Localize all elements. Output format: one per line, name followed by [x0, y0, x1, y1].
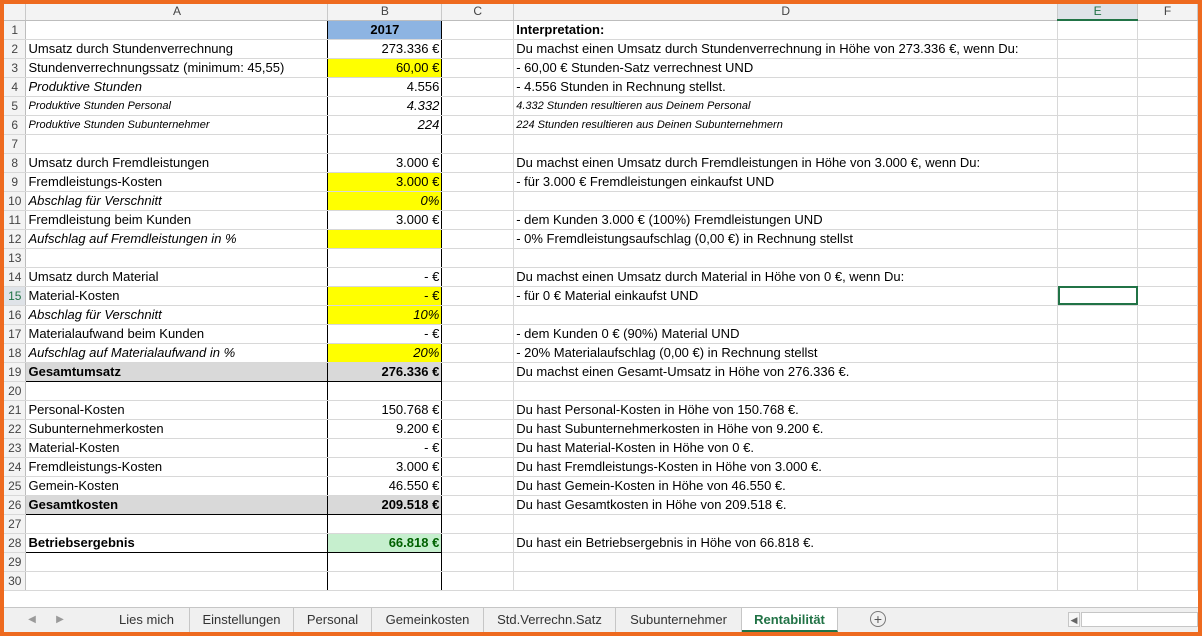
- cell-e-24[interactable]: [1058, 457, 1138, 476]
- cell-e-25[interactable]: [1058, 476, 1138, 495]
- row-header[interactable]: 8: [4, 153, 26, 172]
- cell-b-10[interactable]: 0%: [328, 191, 442, 210]
- table-row: [4, 457, 1198, 476]
- row-header[interactable]: 17: [4, 324, 26, 343]
- cell-f-12[interactable]: [1138, 229, 1198, 248]
- select-all-corner[interactable]: [4, 4, 26, 20]
- cell-f-25[interactable]: [1138, 476, 1198, 495]
- cell-b-21[interactable]: 150.768 €: [328, 400, 442, 419]
- table-row: [4, 381, 1198, 400]
- cell-e-16[interactable]: [1058, 305, 1138, 324]
- cell-b-11[interactable]: 3.000 €: [328, 210, 442, 229]
- row-header[interactable]: 30: [4, 571, 26, 590]
- sheet-tab[interactable]: Personal: [294, 608, 372, 632]
- cell-c-21[interactable]: [442, 400, 514, 419]
- cell-a-25[interactable]: Gemein-Kosten: [26, 476, 328, 495]
- cell-b-29[interactable]: [328, 552, 442, 571]
- column-header-c[interactable]: C: [442, 4, 514, 20]
- row-header[interactable]: 25: [4, 476, 26, 495]
- cell-c-8[interactable]: [442, 153, 514, 172]
- cell-b-5[interactable]: 4.332: [328, 96, 442, 115]
- cell-d-28[interactable]: Du hast ein Betriebsergebnis in Höhe von 66.818 €.: [514, 533, 1058, 552]
- cell-a-17[interactable]: Materialaufwand beim Kunden: [26, 324, 328, 343]
- cell-f-18[interactable]: [1138, 343, 1198, 362]
- cell-f-24[interactable]: [1138, 457, 1198, 476]
- cell-e-18[interactable]: [1058, 343, 1138, 362]
- cell-d-19[interactable]: Du machst einen Gesamt-Umsatz in Höhe von 276.336 €.: [514, 362, 1058, 381]
- table-row: [4, 495, 1198, 514]
- cell-c-30[interactable]: [442, 571, 514, 590]
- table-row: [4, 248, 1198, 267]
- cell-f-26[interactable]: [1138, 495, 1198, 514]
- cell-d-1[interactable]: Interpretation:: [514, 20, 1058, 39]
- row-header[interactable]: 15: [4, 286, 26, 305]
- table-row: [4, 476, 1198, 495]
- cell-d-8[interactable]: Du machst einen Umsatz durch Fremdleistungen in Höhe von 3.000 €, wenn Du:: [514, 153, 1058, 172]
- cell-d-9[interactable]: - für 3.000 € Fremdleistungen einkaufst UND: [514, 172, 1058, 191]
- cell-a-3[interactable]: Stundenverrechnungssatz (minimum: 45,55): [26, 58, 328, 77]
- cell-c-28[interactable]: [442, 533, 514, 552]
- cell-f-17[interactable]: [1138, 324, 1198, 343]
- cell-c-16[interactable]: [442, 305, 514, 324]
- cell-b-8[interactable]: 3.000 €: [328, 153, 442, 172]
- sheet-tab[interactable]: Subunternehmer: [616, 608, 742, 632]
- cell-d-11[interactable]: - dem Kunden 3.000 € (100%) Fremdleistungen UND: [514, 210, 1058, 229]
- row-header[interactable]: 9: [4, 172, 26, 191]
- column-header-b[interactable]: B: [328, 4, 442, 20]
- cell-b-16[interactable]: 10%: [328, 305, 442, 324]
- cell-a-21[interactable]: Personal-Kosten: [26, 400, 328, 419]
- cell-c-24[interactable]: [442, 457, 514, 476]
- cell-f-22[interactable]: [1138, 419, 1198, 438]
- cell-b-20[interactable]: [328, 381, 442, 400]
- cell-a-28[interactable]: Betriebsergebnis: [26, 533, 328, 552]
- cell-e-8[interactable]: [1058, 153, 1138, 172]
- cell-d-13[interactable]: [514, 248, 1058, 267]
- cell-b-15[interactable]: - €: [328, 286, 442, 305]
- cell-c-4[interactable]: [442, 77, 514, 96]
- cell-f-10[interactable]: [1138, 191, 1198, 210]
- cell-d-24[interactable]: Du hast Fremdleistungs-Kosten in Höhe von 3.000 €.: [514, 457, 1058, 476]
- cell-c-17[interactable]: [442, 324, 514, 343]
- table-row: [4, 286, 1198, 305]
- cell-c-1[interactable]: [442, 20, 514, 39]
- cell-e-17[interactable]: [1058, 324, 1138, 343]
- cell-a-5[interactable]: Produktive Stunden Personal: [26, 96, 328, 115]
- row-header[interactable]: 13: [4, 248, 26, 267]
- row-header[interactable]: 19: [4, 362, 26, 381]
- sheet-tab[interactable]: Gemeinkosten: [372, 608, 484, 632]
- cell-a-14[interactable]: Umsatz durch Material: [26, 267, 328, 286]
- row-header[interactable]: 4: [4, 77, 26, 96]
- cell-e-11[interactable]: [1058, 210, 1138, 229]
- row-header[interactable]: 5: [4, 96, 26, 115]
- cell-e-9[interactable]: [1058, 172, 1138, 191]
- table-row: [4, 305, 1198, 324]
- cell-a-13[interactable]: [26, 248, 328, 267]
- cell-a-16[interactable]: Abschlag für Verschnitt: [26, 305, 328, 324]
- cell-d-20[interactable]: [514, 381, 1058, 400]
- cell-a-7[interactable]: [26, 134, 328, 153]
- cell-d-3[interactable]: - 60,00 € Stunden-Satz verrechnest UND: [514, 58, 1058, 77]
- column-header-d[interactable]: D: [514, 4, 1058, 20]
- table-row: [4, 134, 1198, 153]
- cell-b-4[interactable]: 4.556: [328, 77, 442, 96]
- cell-e-20[interactable]: [1058, 381, 1138, 400]
- cell-e-4[interactable]: [1058, 77, 1138, 96]
- cell-f-16[interactable]: [1138, 305, 1198, 324]
- cell-f-20[interactable]: [1138, 381, 1198, 400]
- cell-b-23[interactable]: - €: [328, 438, 442, 457]
- cell-b-3[interactable]: 60,00 €: [328, 58, 442, 77]
- row-header[interactable]: 21: [4, 400, 26, 419]
- cell-f-23[interactable]: [1138, 438, 1198, 457]
- cell-b-27[interactable]: [328, 514, 442, 533]
- cell-c-23[interactable]: [442, 438, 514, 457]
- cell-f-1[interactable]: [1138, 20, 1198, 39]
- row-header[interactable]: 10: [4, 191, 26, 210]
- cell-d-25[interactable]: Du hast Gemein-Kosten in Höhe von 46.550 €.: [514, 476, 1058, 495]
- row-header[interactable]: 7: [4, 134, 26, 153]
- table-row: [4, 210, 1198, 229]
- cell-f-28[interactable]: [1138, 533, 1198, 552]
- worksheet-table: [4, 4, 1198, 591]
- table-row: [4, 191, 1198, 210]
- cell-d-22[interactable]: Du hast Subunternehmerkosten in Höhe von 9.200 €.: [514, 419, 1058, 438]
- cell-f-5[interactable]: [1138, 96, 1198, 115]
- cell-b-2[interactable]: 273.336 €: [328, 39, 442, 58]
- row-header[interactable]: 14: [4, 267, 26, 286]
- cell-a-26[interactable]: Gesamtkosten: [26, 495, 328, 514]
- cell-a-27[interactable]: [26, 514, 328, 533]
- cell-a-22[interactable]: Subunternehmerkosten: [26, 419, 328, 438]
- row-header[interactable]: 23: [4, 438, 26, 457]
- cell-d-16[interactable]: [514, 305, 1058, 324]
- cell-d-14[interactable]: Du machst einen Umsatz durch Material in Höhe von 0 €, wenn Du:: [514, 267, 1058, 286]
- cell-a-18[interactable]: Aufschlag auf Materialaufwand in %: [26, 343, 328, 362]
- sheet-tab[interactable]: Rentabilität: [742, 608, 838, 632]
- cell-f-15[interactable]: [1138, 286, 1198, 305]
- row-header[interactable]: 16: [4, 305, 26, 324]
- cell-f-4[interactable]: [1138, 77, 1198, 96]
- cell-b-1[interactable]: 2017: [328, 20, 442, 39]
- cell-a-20[interactable]: [26, 381, 328, 400]
- cell-a-23[interactable]: Material-Kosten: [26, 438, 328, 457]
- cell-d-17[interactable]: - dem Kunden 0 € (90%) Material UND: [514, 324, 1058, 343]
- row-header[interactable]: 27: [4, 514, 26, 533]
- row-header[interactable]: 24: [4, 457, 26, 476]
- cell-b-9[interactable]: 3.000 €: [328, 172, 442, 191]
- cell-e-29[interactable]: [1058, 552, 1138, 571]
- cell-c-6[interactable]: [442, 115, 514, 134]
- cell-e-21[interactable]: [1058, 400, 1138, 419]
- cell-c-10[interactable]: [442, 191, 514, 210]
- cell-e-7[interactable]: [1058, 134, 1138, 153]
- cell-d-12[interactable]: - 0% Fremdleistungsaufschlag (0,00 €) in Rechnung stellst: [514, 229, 1058, 248]
- cell-e-22[interactable]: [1058, 419, 1138, 438]
- cell-d-30[interactable]: [514, 571, 1058, 590]
- cell-e-6[interactable]: [1058, 115, 1138, 134]
- cell-c-13[interactable]: [442, 248, 514, 267]
- cell-b-25[interactable]: 46.550 €: [328, 476, 442, 495]
- cell-d-5[interactable]: 4.332 Stunden resultieren aus Deinem Personal: [514, 96, 1058, 115]
- cell-e-12[interactable]: [1058, 229, 1138, 248]
- cell-c-29[interactable]: [442, 552, 514, 571]
- cell-a-2[interactable]: Umsatz durch Stundenverrechnung: [26, 39, 328, 58]
- cell-f-9[interactable]: [1138, 172, 1198, 191]
- cell-d-6[interactable]: 224 Stunden resultieren aus Deinen Subunternehmern: [514, 115, 1058, 134]
- cell-f-3[interactable]: [1138, 58, 1198, 77]
- row-header[interactable]: 6: [4, 115, 26, 134]
- cell-f-19[interactable]: [1138, 362, 1198, 381]
- cell-d-2[interactable]: Du machst einen Umsatz durch Stundenverrechnung in Höhe von 273.336 €, wenn Du:: [514, 39, 1058, 58]
- table-row: [4, 267, 1198, 286]
- cell-c-19[interactable]: [442, 362, 514, 381]
- cell-b-13[interactable]: [328, 248, 442, 267]
- cell-a-1[interactable]: [26, 20, 328, 39]
- row-header[interactable]: 22: [4, 419, 26, 438]
- table-row: [4, 39, 1198, 58]
- cell-b-19[interactable]: 276.336 €: [328, 362, 442, 381]
- row-header[interactable]: 20: [4, 381, 26, 400]
- cell-a-9[interactable]: Fremdleistungs-Kosten: [26, 172, 328, 191]
- cell-e-28[interactable]: [1058, 533, 1138, 552]
- cell-c-14[interactable]: [442, 267, 514, 286]
- sheet-tab[interactable]: Lies mich: [104, 608, 190, 632]
- cell-a-19[interactable]: Gesamtumsatz: [26, 362, 328, 381]
- cell-a-6[interactable]: Produktive Stunden Subunternehmer: [26, 115, 328, 134]
- cell-a-8[interactable]: Umsatz durch Fremdleistungen: [26, 153, 328, 172]
- cell-e-27[interactable]: [1058, 514, 1138, 533]
- cell-f-29[interactable]: [1138, 552, 1198, 571]
- cell-b-12[interactable]: [328, 229, 442, 248]
- cell-b-30[interactable]: [328, 571, 442, 590]
- cell-b-6[interactable]: 224: [328, 115, 442, 134]
- table-row: [4, 324, 1198, 343]
- cell-a-4[interactable]: Produktive Stunden: [26, 77, 328, 96]
- sheet-tab-bar: [4, 607, 1198, 632]
- sheet-tab[interactable]: Std.Verrechn.Satz: [484, 608, 616, 632]
- cell-e-13[interactable]: [1058, 248, 1138, 267]
- cell-d-29[interactable]: [514, 552, 1058, 571]
- cell-e-23[interactable]: [1058, 438, 1138, 457]
- table-row: [4, 229, 1198, 248]
- cell-a-12[interactable]: Aufschlag auf Fremdleistungen in %: [26, 229, 328, 248]
- cell-d-7[interactable]: [514, 134, 1058, 153]
- cell-a-24[interactable]: Fremdleistungs-Kosten: [26, 457, 328, 476]
- cell-f-13[interactable]: [1138, 248, 1198, 267]
- cell-b-17[interactable]: - €: [328, 324, 442, 343]
- cell-b-22[interactable]: 9.200 €: [328, 419, 442, 438]
- table-row: [4, 20, 1198, 39]
- cell-c-9[interactable]: [442, 172, 514, 191]
- cell-c-2[interactable]: [442, 39, 514, 58]
- table-row: [4, 153, 1198, 172]
- cell-b-18[interactable]: 20%: [328, 343, 442, 362]
- horizontal-scrollbar[interactable]: [1081, 612, 1198, 627]
- cell-f-6[interactable]: [1138, 115, 1198, 134]
- cell-f-30[interactable]: [1138, 571, 1198, 590]
- add-sheet-icon[interactable]: +: [870, 611, 886, 627]
- cell-e-15[interactable]: [1058, 286, 1138, 305]
- cell-c-27[interactable]: [442, 514, 514, 533]
- cell-d-27[interactable]: [514, 514, 1058, 533]
- table-row: [4, 514, 1198, 533]
- column-header-a[interactable]: A: [26, 4, 328, 20]
- cell-c-12[interactable]: [442, 229, 514, 248]
- cell-e-14[interactable]: [1058, 267, 1138, 286]
- cell-d-10[interactable]: [514, 191, 1058, 210]
- cell-a-29[interactable]: [26, 552, 328, 571]
- cell-a-15[interactable]: Material-Kosten: [26, 286, 328, 305]
- cell-e-5[interactable]: [1058, 96, 1138, 115]
- cell-b-28[interactable]: 66.818 €: [328, 533, 442, 552]
- cell-d-21[interactable]: Du hast Personal-Kosten in Höhe von 150.768 €.: [514, 400, 1058, 419]
- cell-e-19[interactable]: [1058, 362, 1138, 381]
- cell-f-7[interactable]: [1138, 134, 1198, 153]
- cell-c-25[interactable]: [442, 476, 514, 495]
- cell-c-18[interactable]: [442, 343, 514, 362]
- cell-e-10[interactable]: [1058, 191, 1138, 210]
- spreadsheet-grid: [4, 4, 1198, 607]
- cell-c-20[interactable]: [442, 381, 514, 400]
- cell-d-18[interactable]: - 20% Materialaufschlag (0,00 €) in Rechnung stellst: [514, 343, 1058, 362]
- row-header[interactable]: 12: [4, 229, 26, 248]
- cell-c-7[interactable]: [442, 134, 514, 153]
- cell-f-14[interactable]: [1138, 267, 1198, 286]
- cell-c-15[interactable]: [442, 286, 514, 305]
- table-row: [4, 115, 1198, 134]
- cell-d-4[interactable]: - 4.556 Stunden in Rechnung stellst.: [514, 77, 1058, 96]
- cell-e-1[interactable]: [1058, 20, 1138, 39]
- table-row: [4, 58, 1198, 77]
- cell-c-11[interactable]: [442, 210, 514, 229]
- row-header[interactable]: 26: [4, 495, 26, 514]
- row-header[interactable]: 11: [4, 210, 26, 229]
- cell-a-30[interactable]: [26, 571, 328, 590]
- table-row: [4, 77, 1198, 96]
- cell-b-24[interactable]: 3.000 €: [328, 457, 442, 476]
- cell-f-2[interactable]: [1138, 39, 1198, 58]
- cell-e-30[interactable]: [1058, 571, 1138, 590]
- cell-b-26[interactable]: 209.518 €: [328, 495, 442, 514]
- row-header[interactable]: 18: [4, 343, 26, 362]
- tab-scroll-prev-icon[interactable]: ◀: [28, 614, 36, 625]
- cell-c-3[interactable]: [442, 58, 514, 77]
- cell-b-14[interactable]: - €: [328, 267, 442, 286]
- cell-e-3[interactable]: [1058, 58, 1138, 77]
- scroll-left-icon[interactable]: ◀: [1068, 612, 1080, 627]
- row-header[interactable]: 1: [4, 20, 26, 39]
- table-row: [4, 400, 1198, 419]
- cell-c-26[interactable]: [442, 495, 514, 514]
- cell-a-10[interactable]: Abschlag für Verschnitt: [26, 191, 328, 210]
- table-row: [4, 571, 1198, 590]
- row-header[interactable]: 3: [4, 58, 26, 77]
- column-header-e[interactable]: E: [1058, 4, 1138, 20]
- cell-c-22[interactable]: [442, 419, 514, 438]
- cell-d-26[interactable]: Du hast Gesamtkosten in Höhe von 209.518 €.: [514, 495, 1058, 514]
- row-header[interactable]: 2: [4, 39, 26, 58]
- cell-f-21[interactable]: [1138, 400, 1198, 419]
- row-header[interactable]: 28: [4, 533, 26, 552]
- cell-d-15[interactable]: - für 0 € Material einkaufst UND: [514, 286, 1058, 305]
- cell-a-11[interactable]: Fremdleistung beim Kunden: [26, 210, 328, 229]
- row-header[interactable]: 29: [4, 552, 26, 571]
- table-row: [4, 343, 1198, 362]
- table-row: [4, 96, 1198, 115]
- cell-d-23[interactable]: Du hast Material-Kosten in Höhe von 0 €.: [514, 438, 1058, 457]
- table-row: [4, 552, 1198, 571]
- cell-c-5[interactable]: [442, 96, 514, 115]
- column-header-f[interactable]: F: [1138, 4, 1198, 20]
- table-row: [4, 419, 1198, 438]
- cell-f-8[interactable]: [1138, 153, 1198, 172]
- table-row: [4, 438, 1198, 457]
- cell-e-2[interactable]: [1058, 39, 1138, 58]
- table-row: [4, 533, 1198, 552]
- tab-scroll-next-icon[interactable]: ▶: [56, 614, 64, 625]
- cell-f-11[interactable]: [1138, 210, 1198, 229]
- table-row: [4, 172, 1198, 191]
- cell-f-27[interactable]: [1138, 514, 1198, 533]
- cell-e-26[interactable]: [1058, 495, 1138, 514]
- sheet-tab[interactable]: Einstellungen: [190, 608, 294, 632]
- table-row: [4, 362, 1198, 381]
- cell-b-7[interactable]: [328, 134, 442, 153]
